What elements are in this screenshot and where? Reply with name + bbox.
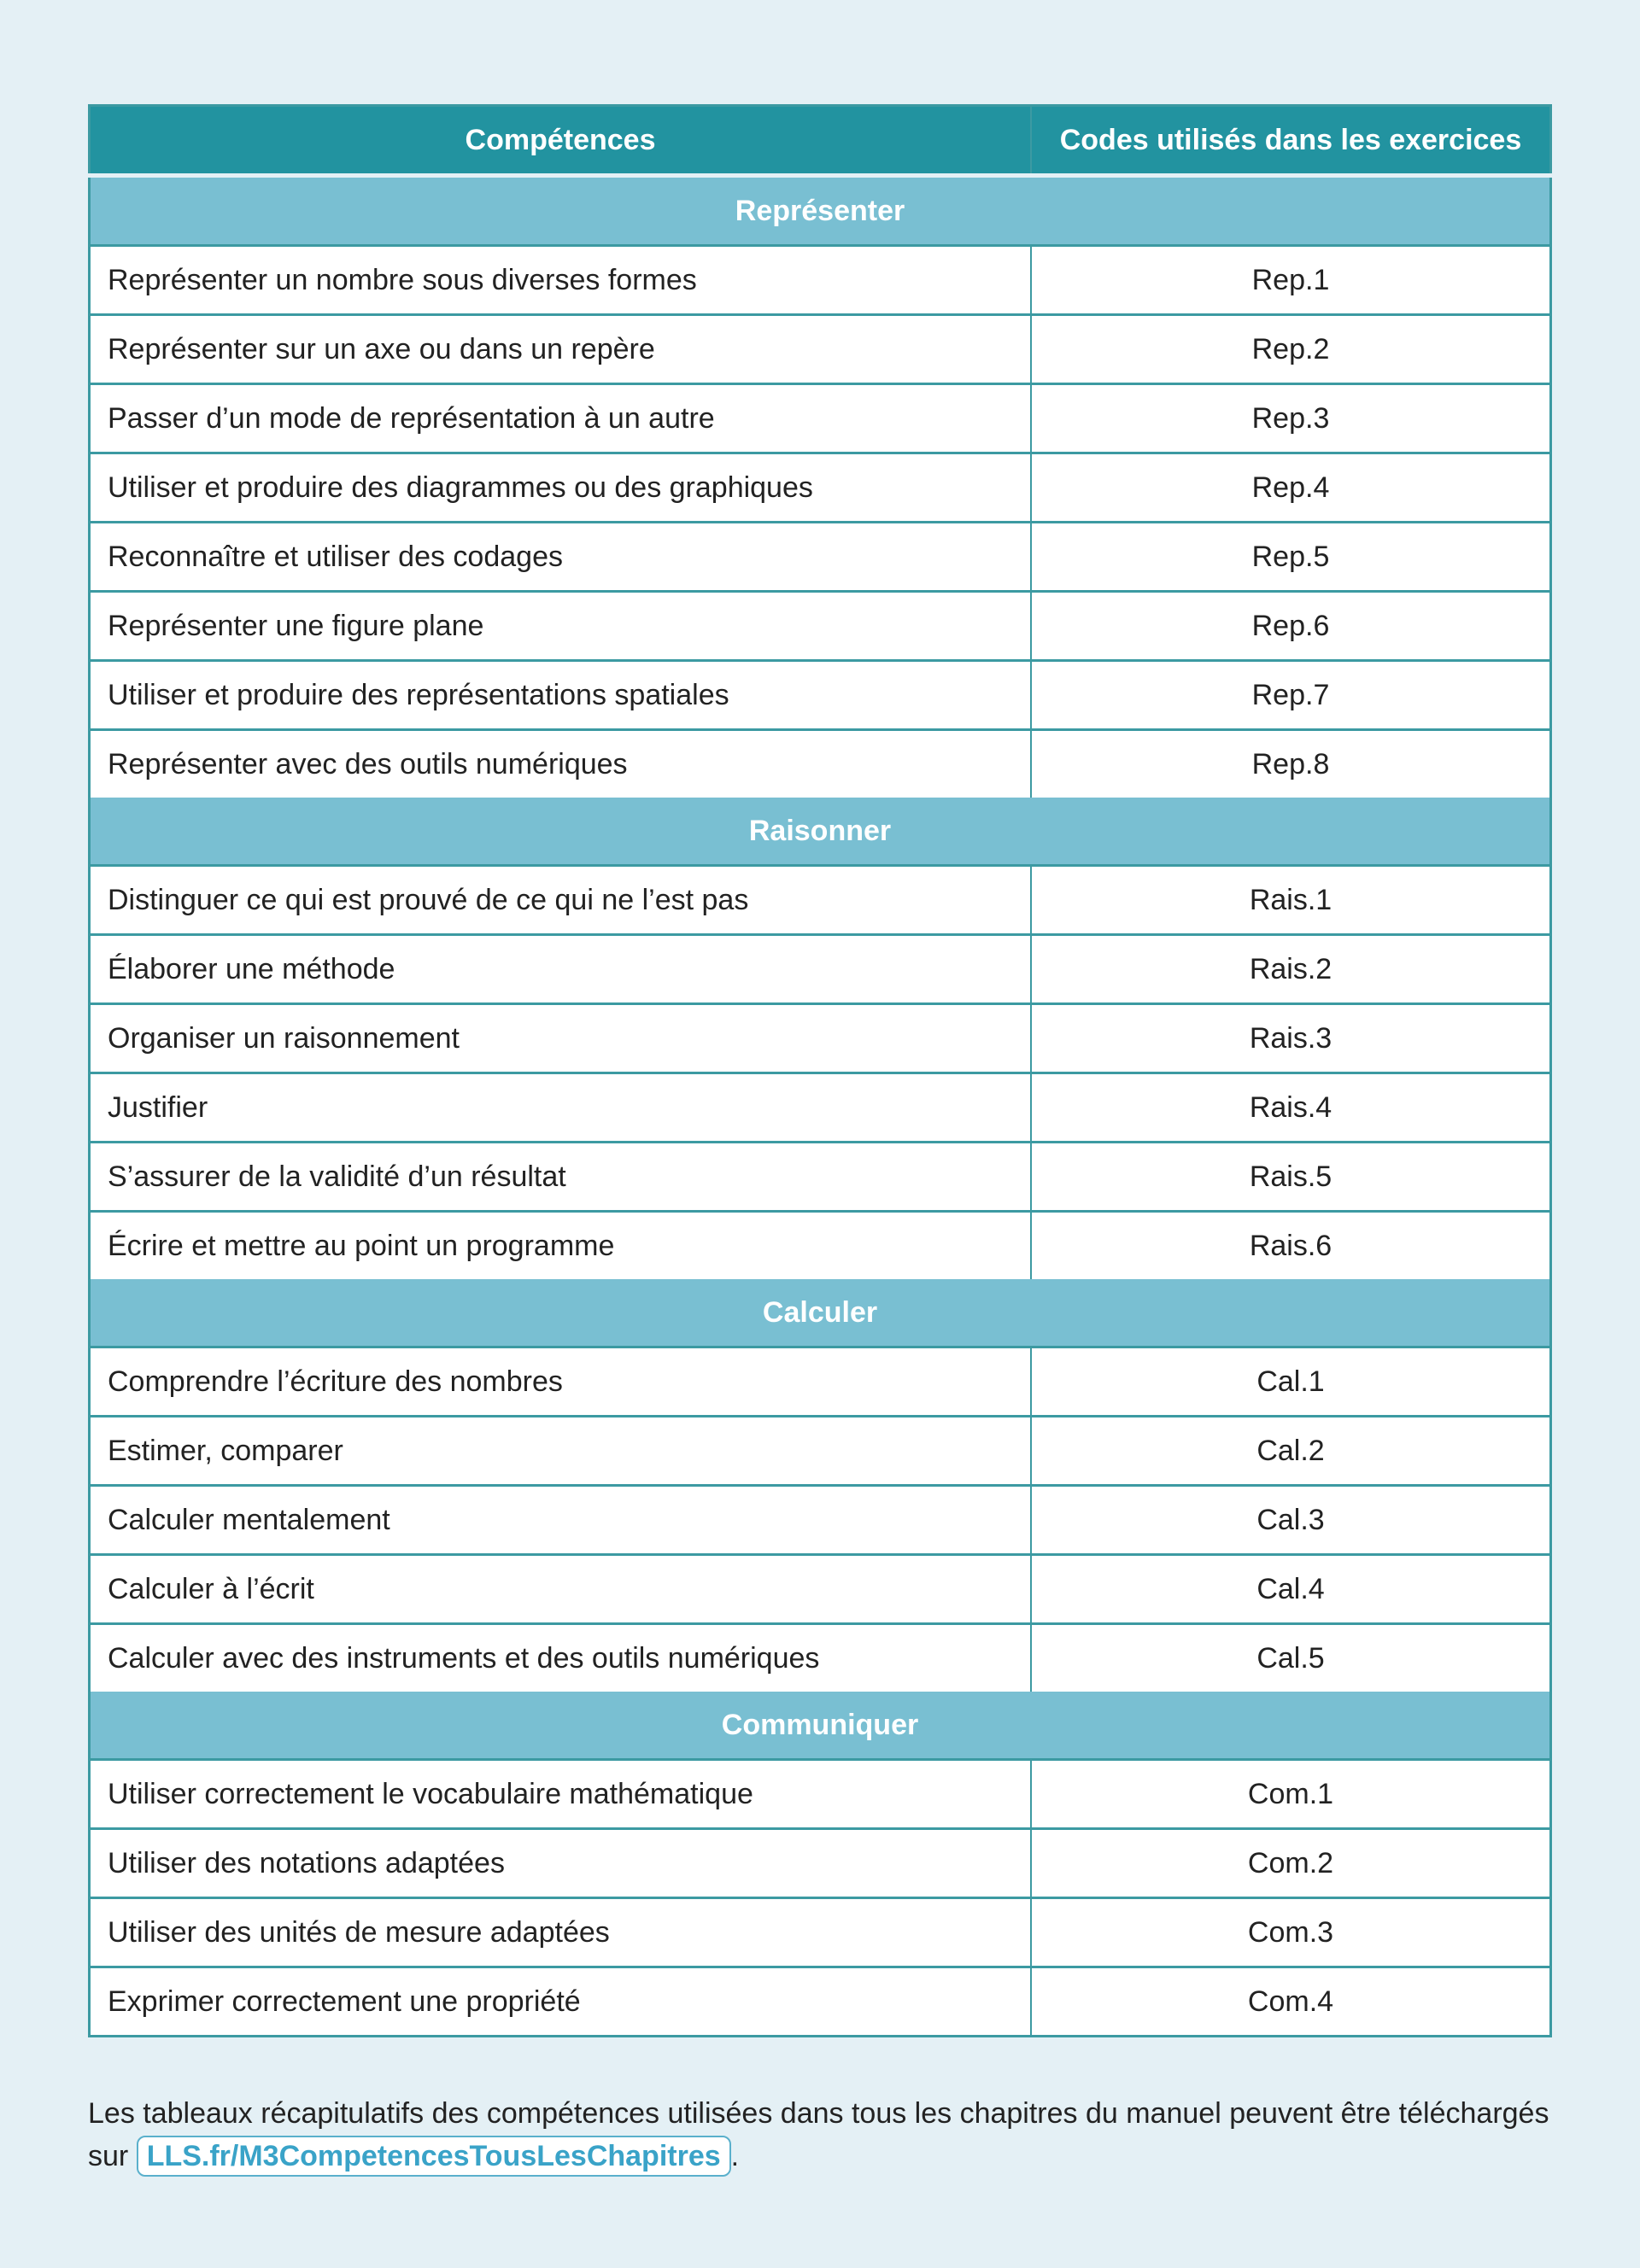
competence-cell: Utiliser des notations adaptées [90, 1829, 1032, 1898]
competence-cell: Calculer avec des instruments et des outils numériques [90, 1624, 1032, 1692]
competence-cell: Utiliser et produire des représentations spatiales [90, 661, 1032, 730]
code-cell: Rais.5 [1031, 1143, 1551, 1212]
table-row [90, 1555, 1551, 1624]
code-cell: Com.2 [1031, 1829, 1551, 1898]
table-header-row [90, 106, 1551, 176]
code-cell: Com.4 [1031, 1967, 1551, 2037]
footer-note [88, 2092, 1557, 2177]
competence-cell: Représenter une figure plane [90, 592, 1032, 661]
competence-cell: Utiliser et produire des diagrammes ou des graphiques [90, 453, 1032, 523]
code-cell: Cal.5 [1031, 1624, 1551, 1692]
section-title: Calculer [90, 1279, 1551, 1347]
table-row [90, 866, 1551, 935]
code-cell: Rep.2 [1031, 315, 1551, 384]
table-row [90, 730, 1551, 798]
competence-cell: Représenter sur un axe ou dans un repère [90, 315, 1032, 384]
code-cell: Cal.1 [1031, 1347, 1551, 1417]
competence-cell: Calculer mentalement [90, 1486, 1032, 1555]
code-cell: Rais.6 [1031, 1212, 1551, 1280]
table-row [90, 1760, 1551, 1829]
table-row [90, 1486, 1551, 1555]
competence-cell: Estimer, comparer [90, 1417, 1032, 1486]
section-title: Représenter [90, 176, 1551, 246]
code-cell: Cal.3 [1031, 1486, 1551, 1555]
section-title: Communiquer [90, 1692, 1551, 1760]
competence-cell: S’assurer de la validité d’un résultat [90, 1143, 1032, 1212]
competence-cell: Exprimer correctement une propriété [90, 1967, 1032, 2037]
competence-cell: Écrire et mettre au point un programme [90, 1212, 1032, 1280]
competence-cell: Représenter un nombre sous diverses formes [90, 246, 1032, 315]
section-row [90, 1692, 1551, 1760]
code-cell: Com.1 [1031, 1760, 1551, 1829]
code-cell: Rep.8 [1031, 730, 1551, 798]
code-cell: Rais.2 [1031, 935, 1551, 1004]
code-cell: Rep.3 [1031, 384, 1551, 453]
competences-table [88, 104, 1552, 2037]
table-row [90, 315, 1551, 384]
competence-cell: Représenter avec des outils numériques [90, 730, 1032, 798]
code-cell: Rep.5 [1031, 523, 1551, 592]
code-cell: Cal.2 [1031, 1417, 1551, 1486]
table-row [90, 1829, 1551, 1898]
section-row [90, 798, 1551, 866]
header-competences: Compétences [90, 106, 1032, 176]
table-row [90, 1073, 1551, 1143]
footer-text: Les tableaux récapitulatifs des compétences utilisées dans tous les chapitres du manuel peuvent être téléchargés sur [88, 2097, 1549, 2172]
competence-cell: Passer d’un mode de représentation à un autre [90, 384, 1032, 453]
table-row [90, 1347, 1551, 1417]
table-row [90, 1898, 1551, 1967]
table-row [90, 935, 1551, 1004]
table-row [90, 1967, 1551, 2037]
code-cell: Rep.1 [1031, 246, 1551, 315]
competence-cell: Élaborer une méthode [90, 935, 1032, 1004]
competence-cell: Comprendre l’écriture des nombres [90, 1347, 1032, 1417]
table-row [90, 661, 1551, 730]
header-codes: Codes utilisés dans les exercices [1031, 106, 1551, 176]
table-row [90, 1004, 1551, 1073]
code-cell: Cal.4 [1031, 1555, 1551, 1624]
download-link[interactable]: LLS.fr/M3CompetencesTousLesChapitres [137, 2136, 731, 2177]
code-cell: Com.3 [1031, 1898, 1551, 1967]
code-cell: Rais.1 [1031, 866, 1551, 935]
competence-cell: Calculer à l’écrit [90, 1555, 1032, 1624]
code-cell: Rep.6 [1031, 592, 1551, 661]
code-cell: Rep.7 [1031, 661, 1551, 730]
competence-cell: Utiliser correctement le vocabulaire mathématique [90, 1760, 1032, 1829]
section-row [90, 176, 1551, 246]
table-row [90, 523, 1551, 592]
table-row [90, 246, 1551, 315]
competence-cell: Utiliser des unités de mesure adaptées [90, 1898, 1032, 1967]
competence-cell: Reconnaître et utiliser des codages [90, 523, 1032, 592]
code-cell: Rep.4 [1031, 453, 1551, 523]
section-row [90, 1279, 1551, 1347]
table-row [90, 1212, 1551, 1280]
code-cell: Rais.4 [1031, 1073, 1551, 1143]
table-row [90, 1624, 1551, 1692]
table-row [90, 453, 1551, 523]
table-row [90, 384, 1551, 453]
table-row [90, 592, 1551, 661]
section-title: Raisonner [90, 798, 1551, 866]
table-row [90, 1143, 1551, 1212]
code-cell: Rais.3 [1031, 1004, 1551, 1073]
competence-cell: Distinguer ce qui est prouvé de ce qui ne l’est pas [90, 866, 1032, 935]
footer-end: . [730, 2140, 740, 2172]
table-row [90, 1417, 1551, 1486]
competence-cell: Justifier [90, 1073, 1032, 1143]
competence-cell: Organiser un raisonnement [90, 1004, 1032, 1073]
